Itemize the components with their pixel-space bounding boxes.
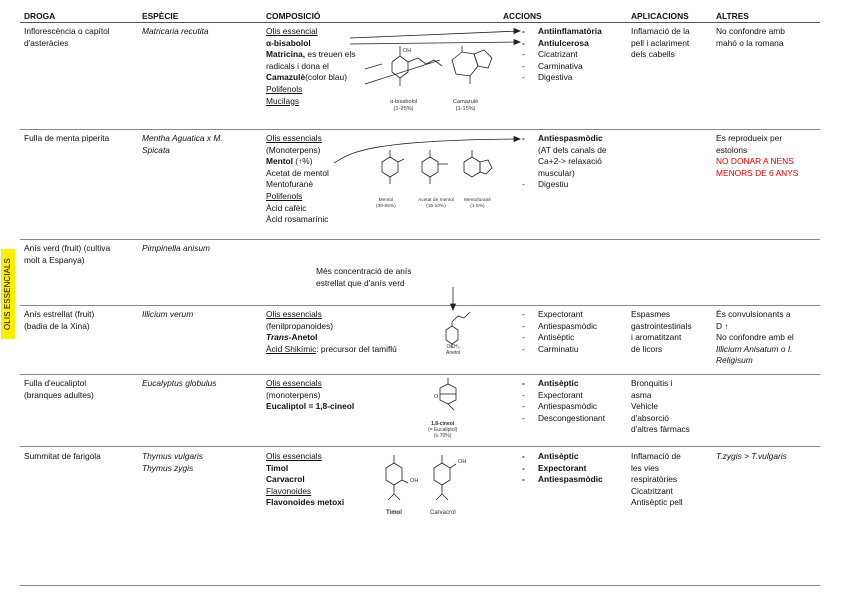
row-farigola-accions: - Antisèptic - Expectorant - Antiespasmòdic (522, 451, 603, 486)
row-eucaliptol-droga: Fulla d'eucaliptol (branques adultes) (24, 378, 94, 400)
row-anis-estrellat-droga: Anís estrellat (fruit) (badia de la Xina) (24, 309, 95, 331)
row-eucaliptol-composicio: Olis essencials (monoterpens) Eucaliptol = 1,8-cineol (266, 378, 355, 412)
row-farigola-altres: T.zygis > T.vulgaris (716, 451, 787, 461)
anis-note: Més concentració de anís estrellat que d'anís verd (316, 266, 412, 288)
row-anis-estrellat-aplicacions: Espasmes gastrointestinals i aromatitzant de licors (631, 309, 692, 354)
table-bottom-line (20, 585, 820, 586)
carvacrol-oh-label: OH (458, 459, 467, 465)
row-camamilla-accions: - Antiinflamatòria - Antiulcerosa - Cicatrizant - Carminativa - Digestiva (522, 26, 602, 84)
row-farigola-droga: Summitat de farigola (24, 451, 101, 461)
row-eucaliptol-aplicacions: Bronquitis i asma Vehicle d'absorció d'altres fàrmacs (631, 378, 690, 435)
header-accions: ACCIONS (503, 11, 542, 21)
row-divider (20, 446, 820, 447)
timol-caption: Timol (386, 510, 402, 516)
row-anis-estrellat-composicio: Olis essencials (fenilpropanoides) Trans-Anetol Àcid Shikímic: precursor del tamiflú (266, 309, 397, 354)
header-composicio: COMPOSICIÓ (266, 11, 321, 21)
cineol-structure-icon (430, 376, 470, 422)
menta-structures-icon (372, 150, 502, 200)
row-menta-composicio: Olis essencials (Monoterpens) Mentol (↑%) Acetat de mentol Mentofuranè Polifenols Àcid cafèic Àcid rosamarínic (266, 133, 329, 225)
header-altres: ALTRES (716, 11, 749, 21)
row-eucaliptol-especie: Eucalyptus globulus (142, 378, 217, 388)
row-farigola-composicio: Olis essencials Timol Carvacrol Flavonoides Flavonoides metoxi (266, 451, 345, 508)
header-especie: ESPÈCIE (142, 11, 179, 21)
row-menta-droga: Fulla de menta piperita (24, 133, 110, 143)
row-anis-estrellat-accions: - Expectorant - Antiespasmòdic - Antisèptic - Carminatiu (522, 309, 597, 355)
row-farigola-especie: Thymus vulgaris Thymus zygis (142, 451, 203, 473)
bisabolol-caption: α-bisabolol (1-25%) (390, 99, 418, 112)
row-camamilla-composicio: Olis essencial α-bisabolol Matricina, es treuen els radicals i dona el Camazulè(color blau) Polifenols Mucilags (266, 26, 356, 106)
camazule-caption: Camazulè (1-15%) (453, 99, 479, 112)
anetol-caption: OCH₃ Anetol (446, 344, 461, 356)
row-menta-accions: - Antiespasmòdic (AT dels canals de Ca+2-> relaxació muscular) - Digestiu (522, 133, 607, 191)
svg-text:OH: OH (403, 48, 412, 54)
row-camamilla-altres: No confondre amb mahó o la romana (716, 26, 785, 48)
cineol-caption: 1,8-cineol (= Eucaliptol) (≤ 70%) (428, 421, 458, 439)
timol-carvacrol-structures-icon (376, 452, 486, 514)
row-divider (20, 239, 820, 240)
camazule-structure-icon (446, 44, 496, 96)
row-anis-estrellat-altres: És convulsionants a D ↑ No confondre amb el Illicium Anisatum o I. Religisum (716, 309, 794, 366)
row-anis-verd-especie: Pimpinella anisum (142, 243, 210, 253)
row-divider (20, 374, 820, 375)
row-anis-estrellat-especie: Illicium verum (142, 309, 194, 319)
mentofurane-caption: Mentofuranè (1-5%) (464, 198, 491, 209)
acetat-mentol-caption: Acetat de mentol (15-10%) (418, 198, 454, 209)
row-menta-especie: Mentha Aguatica x M. Spicata (142, 133, 223, 155)
row-anis-verd-droga: Anís verd (fruit) (cultiva molt a Espanya) (24, 243, 111, 265)
row-camamilla-especie: Matricaria recutita (142, 26, 209, 36)
row-farigola-aplicacions: Inflamació de les vies respiratòries Cicatritzant Antisèptic pell (631, 451, 683, 508)
row-camamilla-aplicacions: Inflamació de la pell i aclariment dels cabells (631, 26, 690, 60)
row-menta-altres: Es reprodueix per estolons NO DONAR A NENS MENORS DE 6 ANYS (716, 133, 799, 178)
header-aplicacions: APLICACIONS (631, 11, 689, 21)
header-droga: DROGA (24, 11, 56, 21)
side-label-olis-essencials: OLIS ESSENCIALS (1, 249, 15, 339)
mentol-caption: Mentol (30-55%) (376, 198, 396, 209)
row-camamilla-droga: Inflorescència o capítol d'asteràcies (24, 26, 110, 48)
timol-oh-label: OH (410, 478, 419, 484)
svg-text:O: O (434, 394, 439, 400)
bisabolol-structure-icon (386, 40, 446, 98)
carvacrol-caption: Carvacrol (430, 510, 456, 516)
row-eucaliptol-accions: - Antisèptic - Expectorant - Antiespasmòdic - Descongestionant (522, 378, 605, 424)
